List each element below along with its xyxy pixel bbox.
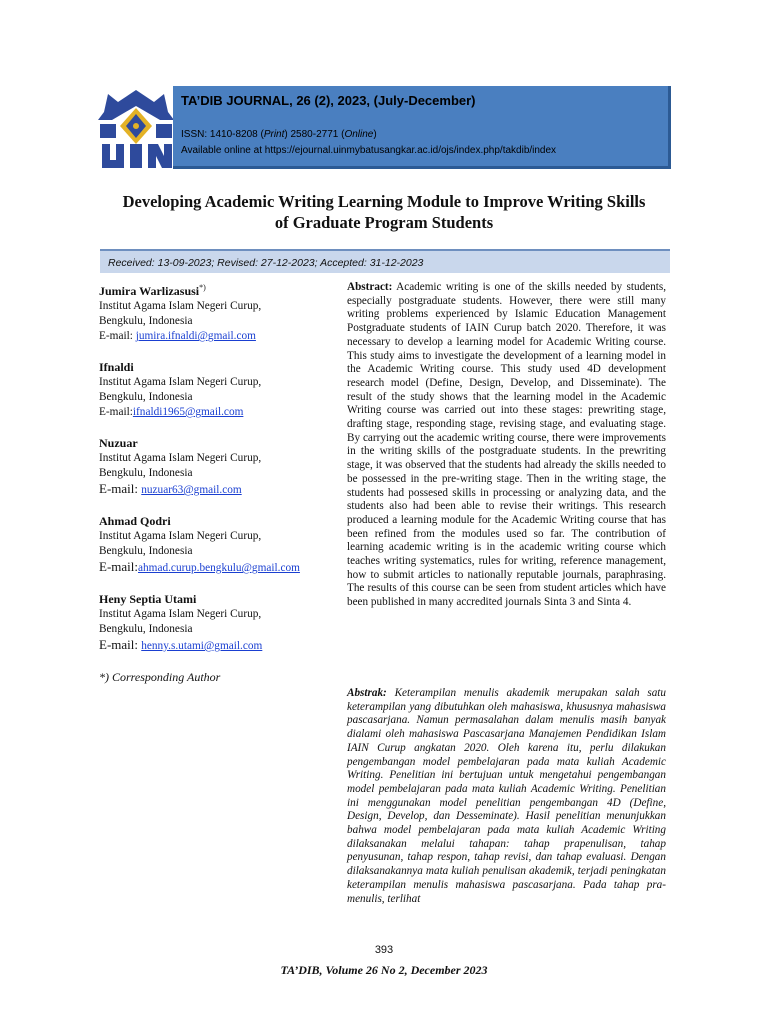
author-name: Nuzuar [99,436,138,450]
author-location: Bengkulu, Indonesia [99,391,193,403]
author-block [99,360,339,420]
article-title [80,191,688,233]
journal-footer: TA’DIB, Volume 26 No 2, December 2023 [280,963,488,977]
author-list [99,280,339,685]
email-label: E-mail: [99,330,136,342]
abstract-text: Academic writing is one of the skills needed by students, especially postgraduate students. However, there were still many writing problems experienced by Islamic Education Management Postgraduate students of IAIN Curup batch 2020. Therefore, it was necessary to develop a learning model for Academic Writing course. This study aims to investigate the development of a learning model in the Academic Writing course. This study used 4D development research model (Define, Design, Develop, and Disseminate). The result of the study shows that the learning model in the Academic Writing course was carried out into these stages: prewriting stage, drafting stage, responding stage, revising stage, and evaluating stage. By carrying out the academic writing course, there were improvements in the writing skills of the postgraduate students. In the prewriting stage, it was observed that the students had already the skills needed to be possessed in the pre-writing stage. Then in the writing stage, the students had possesed skills in processing or analyzing data, and the students also had been able to revise their writings. This research produced a learning module for the Academic Writing course that has been refined from the modules used so far. The contribution of learning academic writing is in the academic writing course which teaches writing systematics, rules for writing, reference management, how to submit articles to nationally reputable journals, paraphrasing. The results of this course can be seen from student articles which have been published in many accredited journals Sinta 3 and Sinta 4. [347,281,666,609]
availability-url[interactable]: Available online at https://ejournal.uinmybatusangkar.ac.id/ojs/index.php/takdib/index [181,145,557,156]
abstract-label: Abstract: [347,281,393,293]
issn-online-label: Online [344,129,374,140]
email-label: E-mail: [99,559,138,574]
abstract-english [347,281,666,610]
author-name: Ahmad Qodri [99,514,171,528]
author-email-link[interactable]: henny.s.utami@gmail.com [141,640,263,652]
author-location: Bengkulu, Indonesia [99,545,193,557]
author-block [99,592,339,654]
author-location: Bengkulu, Indonesia [99,467,193,479]
issn-mid: ) 2580-2771 ( [284,129,345,140]
abstract-indonesian [347,687,666,906]
corresponding-mark: *) [199,283,206,292]
page-number: 393 [374,944,394,956]
journal-banner [173,86,671,169]
author-name: Ifnaldi [99,360,134,374]
issn-prefix: ISSN: 1410-8208 ( [181,129,264,140]
author-block [99,514,339,576]
author-email-link[interactable]: ahmad.curup.bengkulu@gmail.com [138,562,300,574]
journal-title: TA’DIB JOURNAL, 26 (2), 2023, (July-December) [181,93,476,108]
received-dates-bar: Received: 13-09-2023; Revised: 27-12-2023; Accepted: 31-12-2023 [100,249,670,273]
author-email-link[interactable]: ifnaldi1965@gmail.com [132,406,244,418]
author-name: Heny Septia Utami [99,592,197,606]
author-email-link[interactable]: nuzuar63@gmail.com [141,484,242,496]
issn-line [181,129,377,140]
author-email-link[interactable]: jumira.ifnaldi@gmail.com [135,330,256,342]
author-location: Bengkulu, Indonesia [99,315,193,327]
author-institution: Institut Agama Islam Negeri Curup, [99,608,262,620]
author-email-line [99,405,339,420]
author-email-line [99,559,339,576]
email-label: E-mail: [99,637,142,652]
article-title-line-1: Developing Academic Writing Learning Module to Improve Writing Skills [122,192,646,211]
article-title-line-2: of Graduate Program Students [274,213,494,232]
issn-print-label: Print [263,129,285,140]
author-location: Bengkulu, Indonesia [99,623,193,635]
author-institution: Institut Agama Islam Negeri Curup, [99,530,262,542]
author-email-line [99,481,339,498]
author-email-line [99,329,339,344]
email-label: E-mail: [99,406,133,418]
email-label: E-mail: [99,481,142,496]
corresponding-author-note: *) Corresponding Author [99,670,221,684]
uin-logo-icon [94,86,178,170]
author-name: Jumira Warlizasusi*) [99,283,206,298]
abstrak-text: Keterampilan menulis akademik merupakan salah satu keterampilan yang dibutuhkan oleh mahasiswa, khususnya mahasiswa pascasarjana. Namun permasalahan dalam menulis masih banyak dialami oleh mahasiswa Pascasarjana Manajemen Pendidikan Islam IAIN Curup angkatan 2020. Oleh karena itu, perlu dilakukan pengembangan model pembelajaran pada mata kuliah Academic Writing. Penelitian ini bertujuan untuk mengetahui pengembangan model pembelajaran pada mata kuliah Academic Writing. Penelitian ini menggunakan model penelitian pengembangan 4D (Define, Design, Develop, dan Desseminate). Hasil penelitian menunjukkan bahwa model pembelajaran pada mata kuliah Academic Writing dilaksanakan melalui tahapan: tahap prapenulisan, tahap penyusunan, tahap respon, tahap revisi, dan tahap evaluasi. Dengan dilaksanakannya mata kuliah penulisan akademik, terjadi peningkatan keterampilan menulis mahasiswa pascasarjana. Pada tahap pra-menulis, terlihat [347,687,666,905]
author-institution: Institut Agama Islam Negeri Curup, [99,376,262,388]
author-block [99,436,339,498]
author-institution: Institut Agama Islam Negeri Curup, [99,300,262,312]
issn-suffix: ) [373,129,377,140]
author-institution: Institut Agama Islam Negeri Curup, [99,452,262,464]
author-block [99,280,339,344]
author-email-line [99,637,339,654]
abstrak-label: Abstrak: [347,687,387,699]
